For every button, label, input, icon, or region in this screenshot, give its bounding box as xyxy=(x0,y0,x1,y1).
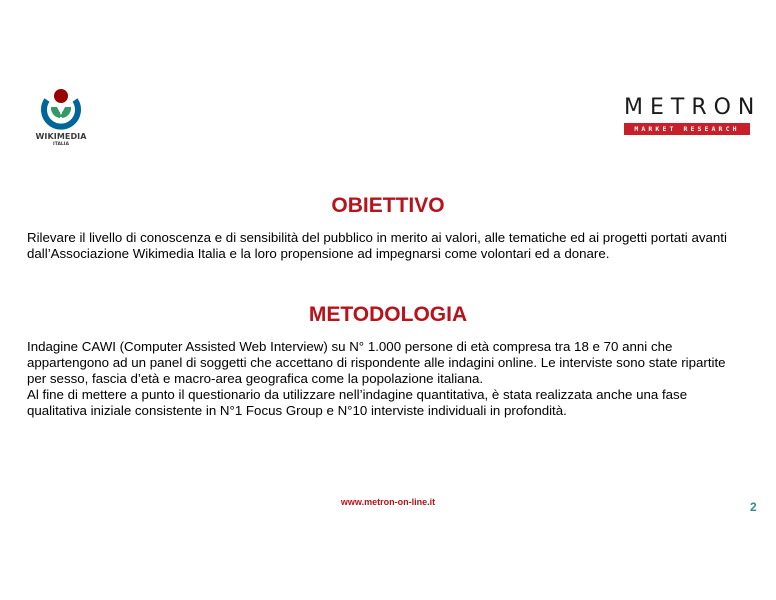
metron-logo xyxy=(624,95,762,135)
body-line: Rilevare il livello di conoscenza e di sensibilità del pubblico in merito ai valori, alle tematiche ed ai progetti portati avanti xyxy=(27,230,727,245)
page-number: 2 xyxy=(750,500,757,514)
body-line: Al fine di mettere a punto il questionario da utilizzare nell’indagine quantitativa, è stata realizzata anche una fase xyxy=(27,387,688,402)
section-body-obiettivo xyxy=(27,230,767,262)
wikimedia-subtitle: ITALIA xyxy=(53,142,69,147)
section-body-metodologia xyxy=(27,339,767,419)
body-line: Indagine CAWI (Computer Assisted Web Interview) su N° 1.000 persone di età compresa tra 18 e 70 anni che xyxy=(27,339,673,354)
section-title-obiettivo: OBIETTIVO xyxy=(331,194,445,217)
metron-wordmark: METRON xyxy=(624,95,762,120)
body-line: per sesso, fascia d’età e macro-area geografica come la popolazione italiana. xyxy=(27,371,484,386)
metron-tagline-bar: MARKET RESEARCH xyxy=(624,123,750,135)
body-line: appartengono ad un panel di soggetti che accettano di rispondente alle indagini online. Le interviste sono state ripartite xyxy=(27,355,726,370)
footer-website-link[interactable]: www.metron-on-line.it xyxy=(340,497,436,507)
wikimedia-wordmark: WIKIMEDIA xyxy=(35,132,87,141)
section-title-metodologia: METODOLOGIA xyxy=(308,303,468,326)
wikimedia-logo-icon xyxy=(36,88,86,134)
body-line: qualitativa iniziale consistente in N°1 Focus Group e N°10 interviste individuali in profondità. xyxy=(27,403,567,418)
body-line: dall’Associazione Wikimedia Italia e la loro propensione ad impegnarsi come volontari ed a donare. xyxy=(27,246,610,261)
